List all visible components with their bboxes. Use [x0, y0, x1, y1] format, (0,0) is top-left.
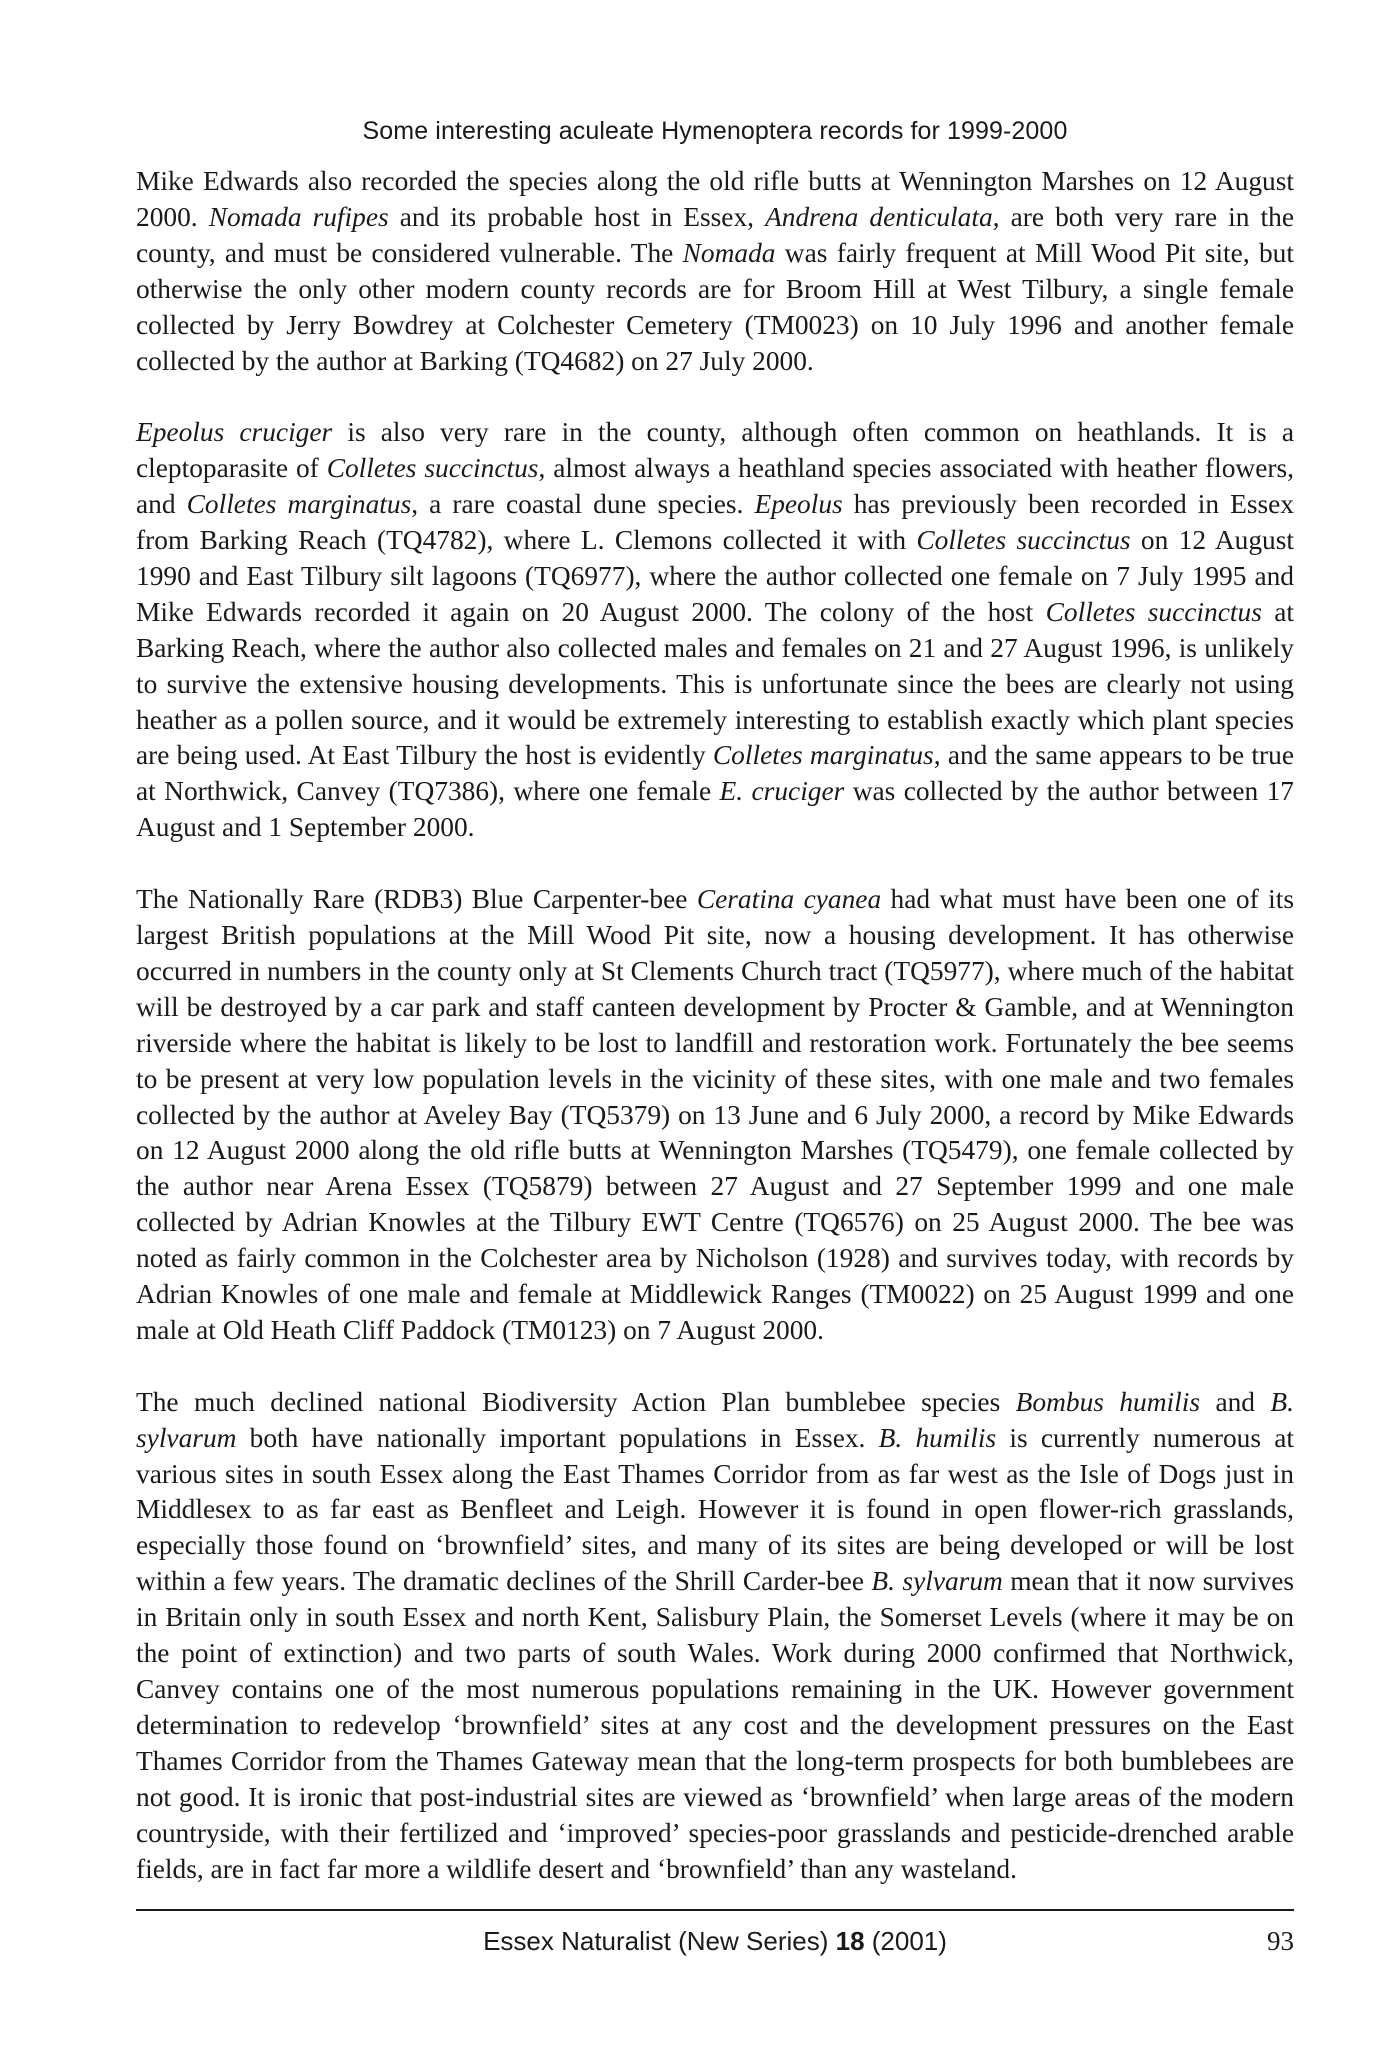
text-run: was fairly frequent at Mill Wood Pit site, but otherwise the only other modern county records are for Broom Hill at West Tilbury, a single female collected by Jerry Bowdrey at Colchester Cemetery (TM0023) on 10 July 1996 and another female collected by the author at Barking (TQ4682) on 27 July 2000. — [136, 237, 1294, 376]
running-header: Some interesting aculeate Hymenoptera records for 1999-2000 — [362, 117, 1068, 145]
text-run: , and the same appears to be true at Northwick, Canvey (TQ7386), where one female — [136, 740, 1294, 807]
volume-number: 18 — [835, 1926, 865, 1956]
text-run: , a rare coastal dune species. — [411, 489, 755, 520]
journal-title: Essex Naturalist (New Series) — [483, 1926, 829, 1956]
text-run: The Nationally Rare (RDB3) Blue Carpenter-bee — [136, 884, 697, 915]
text-run: was collected by the author between 17 August and 1 September 2000. — [136, 776, 1294, 843]
text-run: , almost always a heathland species associated with heather flowers, and — [136, 453, 1294, 520]
paragraph — [136, 1385, 1294, 1888]
italic-species-name: Colletes succinctus — [326, 453, 539, 484]
italic-species-name: Epeolus cruciger — [136, 417, 333, 448]
text-run: Mike Edwards also recorded the species along the old rifle butts at Wennington Marshes on 12 August 2000. — [136, 166, 1294, 232]
italic-species-name: E. cruciger — [719, 776, 845, 807]
text-run: at Barking Reach, where the author also collected males and females on 21 and 27 August 1996, is unlikely to survive the extensive housing developments. This is unfortunate since the bees are clearly not using heather as a pollen source, and it would be extremely interesting to establish exactly which plant species are being used. At East Tilbury the host is evidently — [136, 596, 1294, 771]
text-run: The much declined national Biodiversity Action Plan bumblebee species — [136, 1386, 1016, 1417]
italic-species-name: Bombus humilis — [1015, 1386, 1201, 1417]
italic-species-name: Colletes marginatus — [186, 489, 412, 520]
italic-species-name: Colletes marginatus — [712, 740, 934, 771]
italic-species-name: Colletes succinctus — [1045, 596, 1262, 627]
body-text — [136, 164, 1294, 1887]
paragraph — [136, 415, 1294, 846]
italic-species-name: B. sylvarum — [136, 1386, 1295, 1453]
italic-species-name: Colletes succinctus — [916, 525, 1131, 556]
text-run: on 12 August 1990 and East Tilbury silt lagoons (TQ6977), where the author collected one female on 7 July 1995 and Mike Edwards recorded it again on 20 August 2000. The colony of the host — [136, 525, 1295, 627]
text-run: and its probable host in Essex, — [388, 201, 766, 232]
italic-species-name: Andrena denticulata, — [765, 201, 1000, 232]
italic-species-name: Ceratina cyanea — [696, 884, 882, 915]
text-run: mean that it now survives in Britain only in south Essex and north Kent, Salisbury Plain, the Somerset Levels (where it may be on the point of extinction) and two parts of south Wales. Work during 2000 confirmed that Northwick, Canvey contains one of the most numerous populations remaining in the UK. However government determination to redevelop ‘brownfield’ sites at any cost and the development pressures on the East Thames Corridor from the Thames Gateway mean that the long-term prospects for both bumblebees are not good. It is ironic that post-industrial sites are viewed as ‘brownfield’ when large areas of the modern countryside, with their fertilized and ‘improved’ species-poor grasslands and pesticide-drenched arable fields, are in fact far more a wildlife desert and ‘brownfield’ than any wasteland. — [136, 1566, 1295, 1884]
text-run: is also very rare in the county, although often common on heathlands. It is a cleptoparasite of — [136, 417, 1294, 484]
footer-rule — [136, 1909, 1294, 1911]
paragraph — [136, 882, 1294, 1349]
text-run: is currently numerous at various sites in south Essex along the East Thames Corridor from as far west as the Isle of Dogs just in Middlesex to as far east as Benfleet and Leigh. However it is found in open flower-rich grasslands, especially those found on ‘brownfield’ sites, and many of its sites are being developed or will be lost within a few years. The dramatic declines of the Shrill Carder-bee — [136, 1422, 1294, 1597]
italic-species-name: Nomada — [682, 237, 776, 268]
text-run: both have nationally important populations in Essex. — [236, 1422, 879, 1453]
text-run: had what must have been one of its largest British populations at the Mill Wood Pit site, now a housing development. It has otherwise occurred in numbers in the county only at St Clements Church tract (TQ5977), where much of the habitat will be destroyed by a car park and staff canteen development by Procter & Gamble, and at Wennington riverside where the habitat is likely to be lost to landfill and restoration work. Fortunately the bee seems to be present at very low population levels in the vicinity of these sites, with one male and two females collected by the author at Aveley Bay (TQ5379) on 13 June and 6 July 2000, a record by Mike Edwards on 12 August 2000 along the old rifle butts at Wennington Marshes (TQ5479), one female collected by the author near Arena Essex (TQ5879) between 27 August and 27 September 1999 and one male collected by Adrian Knowles at the Tilbury EWT Centre (TQ6576) on 25 August 2000. The bee was noted as fairly common in the Colchester area by Nicholson (1928) and survives today, with records by Adrian Knowles of one male and female at Middlewick Ranges (TM0022) on 25 August 1999 and one male at Old Heath Cliff Paddock (TM0123) on 7 August 2000. — [136, 884, 1294, 1345]
italic-species-name: Nomada rufipes — [208, 201, 389, 232]
text-run: and — [1200, 1386, 1271, 1417]
italic-species-name: Epeolus — [754, 489, 843, 520]
italic-species-name: B. humilis — [878, 1422, 997, 1453]
footer-journal-citation — [136, 1926, 1294, 1957]
italic-species-name: B. sylvarum — [871, 1566, 1003, 1597]
text-run: has previously been recorded in Essex from Barking Reach (TQ4782), where L. Clemons collected it with — [136, 489, 1294, 556]
publication-year: (2001) — [871, 1926, 947, 1956]
page-number: 93 — [1267, 1926, 1294, 1956]
text-run: are both very rare in the county, and must be considered vulnerable. The — [136, 201, 1294, 268]
paragraph — [136, 164, 1294, 379]
